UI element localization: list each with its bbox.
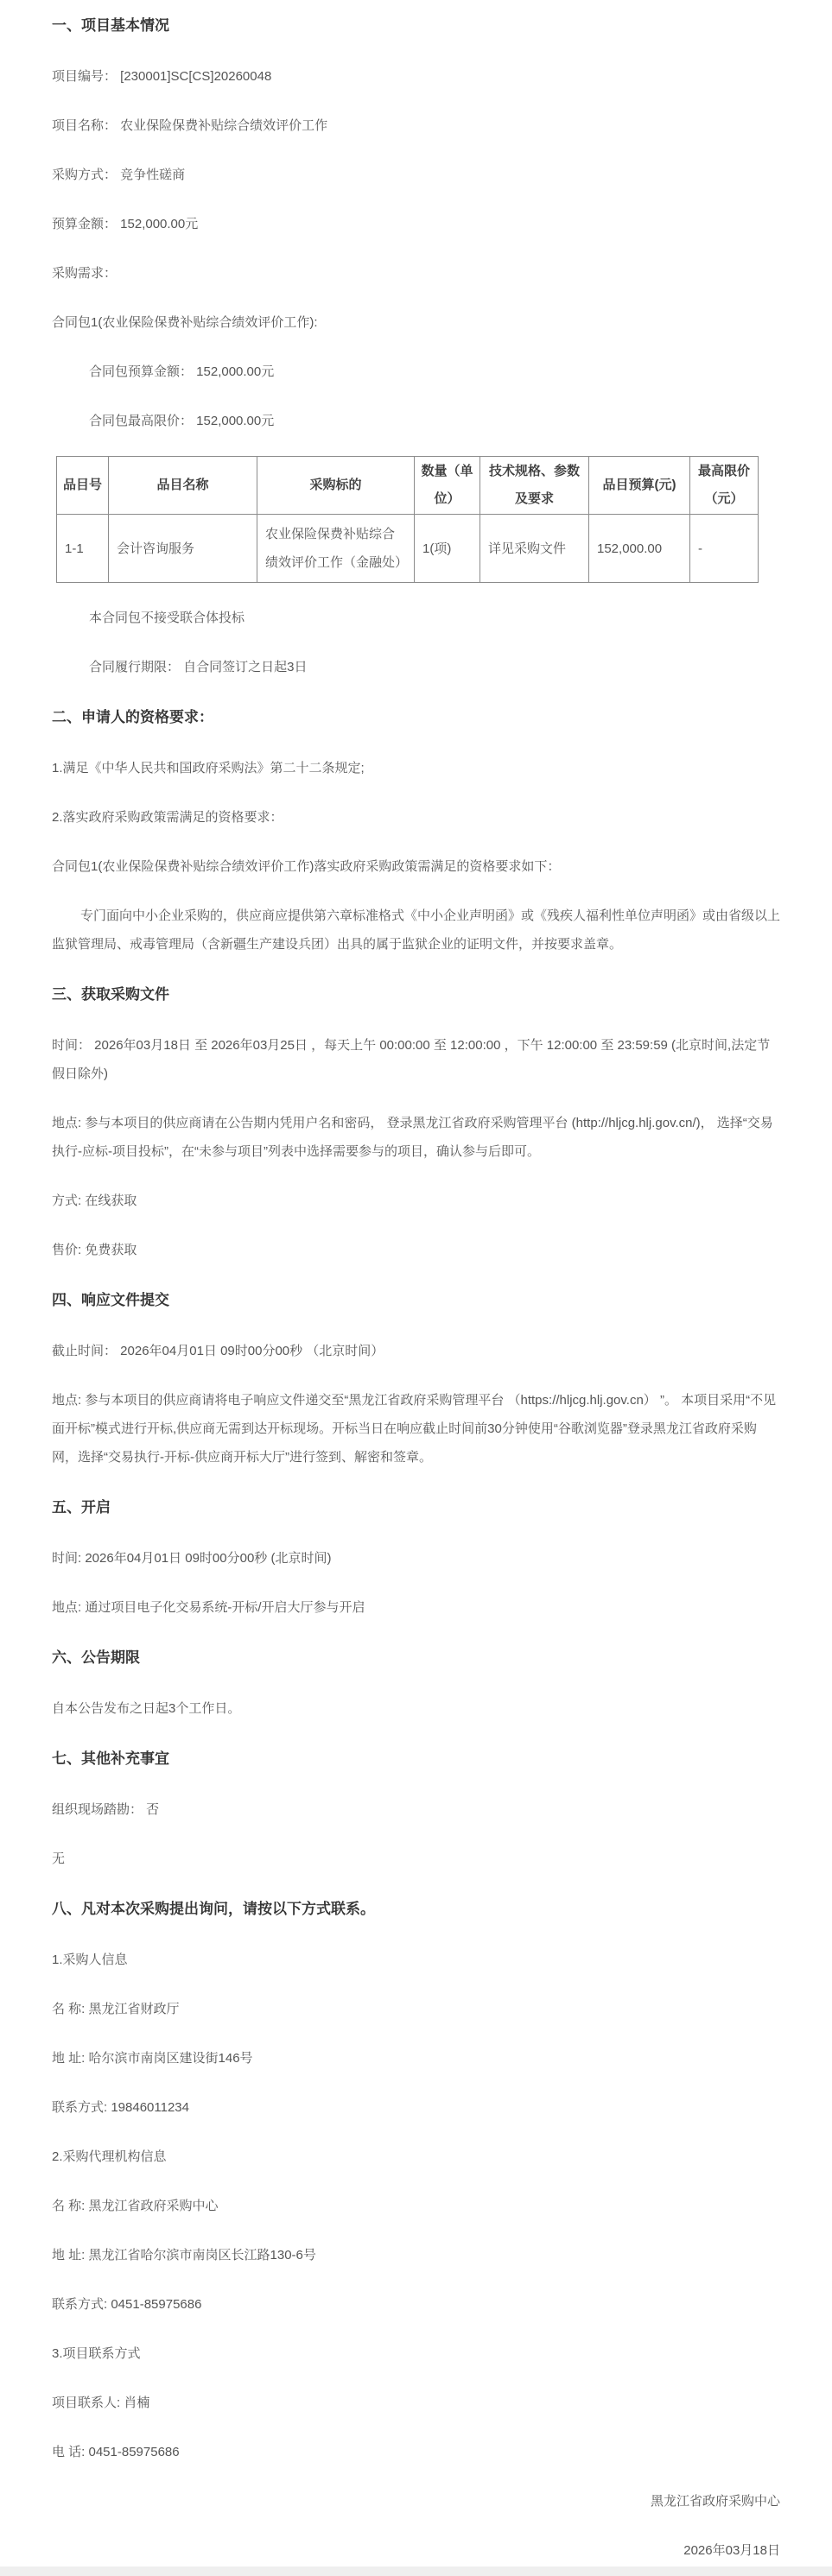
header-spec: 技术规格、参数及要求 [480,457,589,515]
section-submit-heading: 四、响应文件提交 [52,1292,169,1308]
buyer-name-line: 名 称: 黑龙江省财政厅 [52,2002,180,2016]
project-contact-title: 3.项目联系方式 [52,2346,141,2361]
project-phone-line: 电 话: 0451-85975686 [52,2445,180,2459]
open-time-line: 时间: 2026年04月01日 09时00分00秒 (北京时间) [52,1551,332,1566]
obtain-method-line: 方式: 在线获取 [52,1193,137,1208]
cell-spec: 详见采购文件 [480,515,589,583]
cell-subject: 农业保险保费补贴综合绩效评价工作（金融处） [257,515,415,583]
submit-deadline-line: 截止时间： 2026年04月01日 09时00分00秒 （北京时间） [52,1344,384,1358]
header-item-name: 品目名称 [109,457,257,515]
section-qualification-heading: 二、申请人的资格要求： [52,709,213,725]
qualification-detail-paragraph: 专门面向中小企业采购的，供应商应提供第六章标准格式《中小企业声明函》或《残疾人福利性单位声明函》或由省级以上监狱管理局、戒毒管理局（含新疆生产建设兵团）出具的属于监狱企业的证明文件，并按要求盖章。 [52,908,781,952]
demand-label-line: 采购需求： [52,266,117,281]
procurement-method-line: 采购方式： 竞争性磋商 [52,168,186,182]
items-table-header-row [57,457,759,515]
footer-date: 2026年03月18日 [683,2543,780,2558]
no-joint-bid-line: 本合同包不接受联合体投标 [89,611,245,625]
buyer-contact-line: 联系方式: 19846011234 [52,2100,189,2115]
project-name-line: 项目名称： 农业保险保费补贴综合绩效评价工作 [52,118,328,133]
table-row [57,515,759,583]
section-obtain-heading: 三、获取采购文件 [52,986,169,1003]
cell-item-budget: 152,000.00 [589,515,690,583]
section-basic-heading: 一、项目基本情况 [52,17,169,34]
agency-contact-line: 联系方式: 0451-85975686 [52,2297,202,2312]
section-open-heading: 五、开启 [52,1499,111,1516]
qualification-package-req-line: 合同包1(农业保险保费补贴综合绩效评价工作)落实政府采购政策需满足的资格要求如下： [52,859,561,874]
package-budget-line: 合同包预算金额： 152,000.00元 [89,364,275,379]
project-number-line: 项目编号： [230001]SC[CS]20260048 [52,69,272,84]
contract-duration-line: 合同履行期限： 自合同签订之日起3日 [89,660,308,674]
package-title-line: 合同包1(农业保险保费补贴综合绩效评价工作): [52,315,318,330]
agency-address-line: 地 址: 黑龙江省哈尔滨市南岗区长江路130-6号 [52,2248,316,2263]
open-place-line: 地点: 通过项目电子化交易系统-开标/开启大厅参与开启 [52,1600,365,1615]
header-quantity: 数量（单位） [415,457,480,515]
header-max-price: 最高限价（元） [690,457,759,515]
section-contact-heading: 八、凡对本次采购提出询问，请按以下方式联系。 [52,1901,375,1917]
cell-item-name: 会计咨询服务 [109,515,257,583]
qualification-item2-line: 2.落实政府采购政策需满足的资格要求： [52,810,283,825]
package-max-price-line: 合同包最高限价： 152,000.00元 [89,414,275,428]
agency-name-line: 名 称: 黑龙江省政府采购中心 [52,2199,219,2213]
cell-quantity: 1(项) [415,515,480,583]
bottom-scrollbar-track [0,2567,832,2576]
other-none-line: 无 [52,1851,66,1866]
header-item-no: 品目号 [57,457,109,515]
buyer-info-title: 1.采购人信息 [52,1953,128,1967]
header-item-budget: 品目预算(元) [589,457,690,515]
period-text-line: 自本公告发布之日起3个工作日。 [52,1701,241,1716]
obtain-price-line: 售价: 免费获取 [52,1243,137,1257]
buyer-address-line: 地 址: 哈尔滨市南岗区建设街146号 [52,2051,253,2066]
items-table [56,456,759,583]
section-period-heading: 六、公告期限 [52,1649,140,1666]
submit-place-paragraph: 地点: 参与本项目的供应商请将电子响应文件递交至“黑龙江省政府采购管理平台 （https://hljcg.hlj.gov.cn） ”。 本项目采用“不见面开标”模式进行开标,供应商无需到达开标现场。开标当日在响应截止时间前30分钟使用“谷歌浏览器”登录黑龙江省政府采购网，选择“交易执行-开标-供应商开标大厅”进行签到、解密和签章。 [52,1393,777,1465]
budget-line: 预算金额： 152,000.00元 [52,217,199,231]
footer-organization: 黑龙江省政府采购中心 [650,2494,780,2509]
obtain-place-paragraph: 地点: 参与本项目的供应商请在公告期内凭用户名和密码， 登录黑龙江省政府采购管理平台 (http://hljcg.hlj.gov.cn/)， 选择“交易执行-应标-项目投标”，在“未参与项目”列表中选择需要参与的项目，确认参与后即可。 [52,1116,773,1159]
obtain-time-line: 时间： 2026年03月18日 至 2026年03月25日 ，每天上午 00:00:00 至 12:00:00 ，下午 12:00:00 至 23:59:59 (北京时间,法定节假日除外) [52,1038,771,1081]
cell-max-price: - [690,515,759,583]
header-subject: 采购标的 [257,457,415,515]
section-other-heading: 七、其他补充事宜 [52,1750,169,1767]
agency-info-title: 2.采购代理机构信息 [52,2149,167,2164]
site-survey-line: 组织现场踏勘： 否 [52,1802,160,1817]
project-contact-person-line: 项目联系人: 肖楠 [52,2396,150,2410]
cell-item-no: 1-1 [57,515,109,583]
qualification-item1-line: 1.满足《中华人民共和国政府采购法》第二十二条规定; [52,761,365,775]
